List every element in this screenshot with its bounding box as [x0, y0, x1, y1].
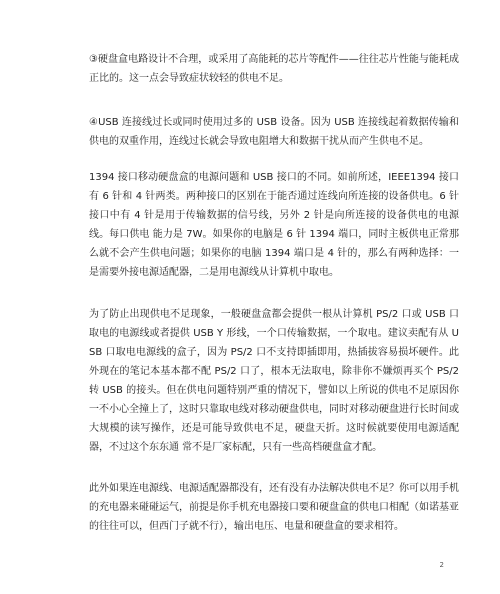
paragraph-5: 此外如果连电源线、电源适配器都没有，还有没有办法解决供电不足？你可以用手机的充电器来碰碰运气，前提是你手机充电器接口要和硬盘盒的供电口相配（如诺基亚的往往可以，但西门子就不行），输出电压、电量和硬盘盒的要求相符。 — [89, 483, 459, 532]
paragraph-3: 1394 接口移动硬盘盒的电源问题和 USB 接口的不同。如前所述，IEEE1394 接口有 6 针和 4 针两类。两种接口的区别在于能否通过连线向所连接的设备供电。6 针接口中有 4 针是用于传输数据的信号线，另外 2 针是向所连接的设备供电的电源线。每口供电 能力是 7W。如果你的电脑是 6 针 1394 端口，同时主板供电正常那么就不会产生供电问题；如果你的电脑 1394 端口是 4 针的，那么有两种选择：一是需要外接电源适配器，二是用电源线从计算机中取电。 — [89, 172, 459, 278]
page-number: 2 — [439, 561, 444, 569]
paragraph-1: ③硬盘盒电路设计不合理，或采用了高能耗的芯片等配件——往往芯片性能与能耗成正比的。这一点会导致症状较轻的供电不足。 — [89, 54, 459, 84]
paragraph-2: ④USB 连接线过长或同时使用过多的 USB 设备。因为 USB 连接线起着数据传输和供电的双重作用，连线过长就会导致电阻增大和数据干扰从而产生供电不足。 — [89, 117, 459, 147]
paragraph-4: 为了防止出现供电不足现象，一般硬盘盒都会提供一根从计算机 PS/2 口或 USB 口取电的电源线或者提供 USB Y 形线，一个口传输数据，一个取电。建议卖配有从 USB 口取电电源线的盒子，因为 PS/2 口不支持即插即用，热插拔容易损坏硬件。此外现在的笔记本基本都不配 PS/2 口了，根本无法取电，除非你不嫌烦再买个 PS/2 转 USB 的接头。但在供电问题特别严重的情况下，譬如以上所说的供电不足原因你一不小心全撞上了，这时只靠取电线对移动硬盘供电，同时对移动硬盘进行长时间或大规模的读写操作，还是可能导致供电不足，硬盘天折。这时候就要使用电源适配器，不过这个东东通 常不是厂家标配，只有一些高档硬盘盒才配。 — [89, 309, 459, 453]
